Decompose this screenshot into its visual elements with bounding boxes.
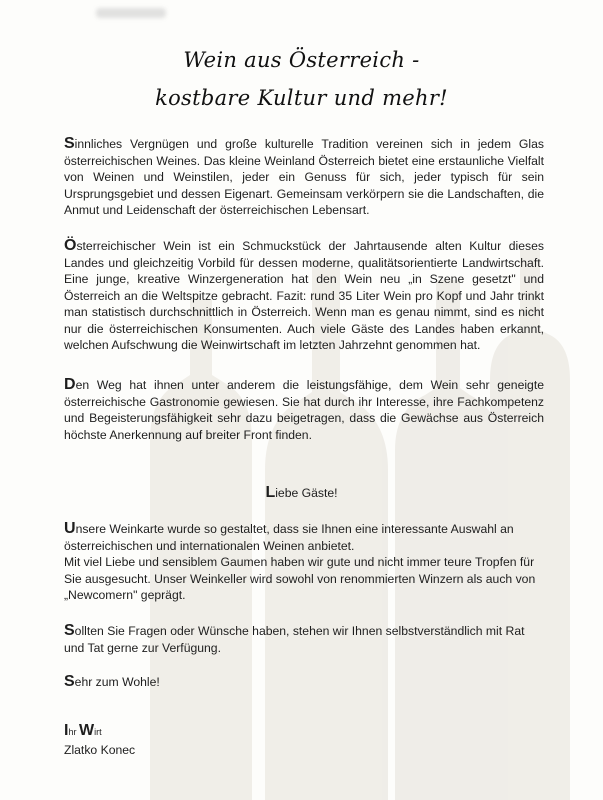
greeting (0, 484, 603, 502)
gastronomy-paragraph (64, 377, 544, 443)
scan-smudge (96, 8, 166, 18)
page-title-line1: Wein aus Österreich - (183, 48, 420, 72)
questions-paragraph (64, 623, 544, 656)
drop-initial: S (64, 622, 75, 639)
drop-initial: Ö (64, 237, 77, 254)
winelist-paragraph (64, 521, 544, 604)
signature-name: Zlatko Konec (64, 743, 136, 757)
culture-paragraph (64, 238, 544, 354)
toast-line (64, 674, 544, 691)
paragraph-text: en Weg hat ihnen unter anderem die leistungsfähige, dem Wein sehr geneigte österreichische Gastronomie gewiesen. Sie hat durch ihr Interesse, ihre Fachkompetenz und Begeisterungsfähigkeit sehr dazu beigetragen, dass die Gewächse aus Österreich höchste Anerkennung auf breiter Front finden. (64, 378, 544, 442)
drop-initial: S (64, 135, 75, 152)
greeting-text: iebe Gäste! (275, 486, 338, 500)
signature-block (64, 722, 135, 759)
signature-title: Ihr Wirt (64, 722, 102, 739)
paragraph-text: ehr zum Wohle! (74, 675, 160, 689)
paragraph-text: nsere Weinkarte wurde so gestaltet, dass sie Ihnen eine interessante Auswahl an österreichischen und internationalen Weinen anbietet. Mit viel Liebe und sensiblem Gaumen haben wir gute und nicht immer teure Tropfen für Sie ausgesucht. Unser Weinkeller wird sowohl von renommierten Winzern als auch von „Newcomern" geprägt. (64, 522, 536, 602)
page-title-line2: kostbare Kultur und mehr! (155, 86, 448, 110)
paragraph-text: innliches Vergnügen und große kulturelle Tradition vereinen sich in jedem Glas österreichischen Weines. Das kleine Weinland Österreich bietet eine erstaunliche Vielfalt von Weinen und Weinstilen, jeder ein Genuss für sich, jeder typisch für sein Ursprungsgebiet und dessen Eigenart. Gemeinsam verkörpern sie die Landschaften, die Anmut und Leidenschaft der österreichischen Lebensart. (64, 137, 544, 217)
paragraph-text: ollten Sie Fragen oder Wünsche haben, stehen wir Ihnen selbstverständlich mit Rat und Tat gerne zur Verfügung. (64, 624, 525, 655)
intro-paragraph (64, 136, 544, 219)
drop-initial: U (64, 520, 76, 537)
paragraph-text: sterreichischer Wein ist ein Schmuckstück der Jahrtausende alten Kultur dieses Landes und gleichzeitig Vorbild für dessen moderne, qualitätsorientierte Landwirtschaft. Eine junge, kreative Winzergeneration hat den Wein neu „in Szene gesetzt" und Österreich an die Weltspitze gebracht. Fazit: rund 35 Liter Wein pro Kopf und Jahr trinkt man statistisch durchschnittlich in Österreich. Wenn man es genau nimmt, sind es nicht nur die österreichischen Konsumenten. Auch viele Gäste des Landes haben erkannt, welchen Aufschwung die Weinwirtschaft im letzten Jahrzehnt genommen hat. (64, 239, 544, 352)
drop-initial: D (64, 376, 76, 393)
drop-initial: S (64, 673, 75, 690)
drop-initial: L (265, 484, 276, 501)
